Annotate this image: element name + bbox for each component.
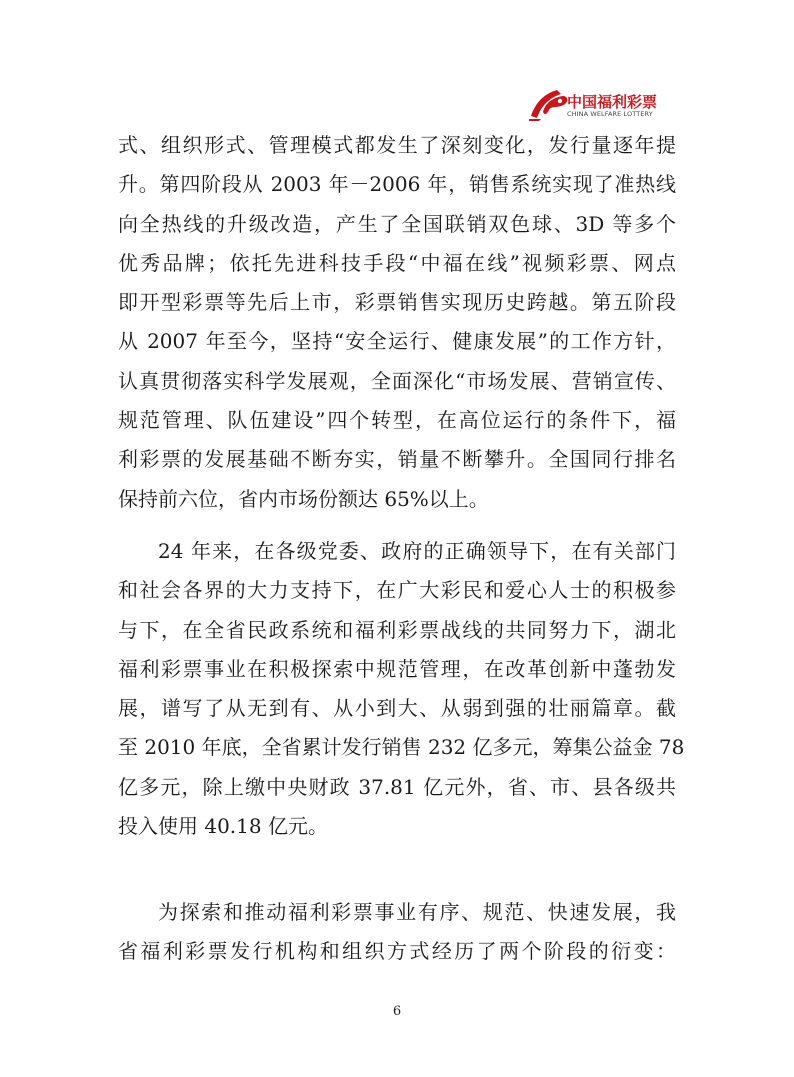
welfare-lottery-logo-icon [527, 86, 571, 122]
text-line: 福利彩票事业在积极探索中规范管理，在改革创新中蓬勃发 [118, 656, 676, 681]
text-line: 保持前六位，省内市场份额达 65%以上。 [118, 486, 489, 511]
text-line: 规范管理、队伍建设”四个转型，在高位运行的条件下，福 [118, 408, 676, 433]
text-line: 优秀品牌；依托先进科技手段“中福在线”视频彩票、网点 [118, 250, 676, 275]
text-line: 从 2007 年至今，坚持“安全运行、健康发展”的工作方针， [118, 329, 676, 354]
header-logo [527, 86, 677, 126]
text-line: 省福利彩票发行机构和组织方式经历了两个阶段的衍变： [118, 939, 676, 964]
text-line: 亿多元，除上缴中央财政 37.81 亿元外，省、市、县各级共 [118, 774, 676, 799]
text-line: 24 年来，在各级党委、政府的正确领导下，在有关部门 [158, 539, 676, 563]
text-line: 式、组织形式、管理模式都发生了深刻变化，发行量逐年提 [118, 133, 676, 157]
logo-english-name: CHINA WELFARE LOTTERY [567, 110, 653, 118]
text-line: 向全热线的升级改造，产生了全国联销双色球、3D 等多个 [118, 211, 676, 236]
text-line: 投入使用 40.18 亿元。 [118, 814, 328, 839]
text-line: 升。第四阶段从 2003 年－2006 年，销售系统实现了准热线 [118, 172, 676, 197]
text-line: 利彩票的发展基础不断夯实，销量不断攀升。全国同行排名 [118, 447, 676, 472]
paragraph-1 [118, 126, 676, 519]
text-line: 认真贯彻落实科学发展观，全面深化“市场发展、营销宣传、 [118, 368, 676, 393]
page-number: 6 [392, 1004, 402, 1019]
text-line: 即开型彩票等先后上市，彩票销售实现历史跨越。第五阶段 [118, 290, 676, 315]
text-line: 与下，在全省民政系统和福利彩票战线的共同努力下，湖北 [118, 617, 676, 642]
paragraph-3 [118, 893, 676, 972]
text-line: 展，谱写了从无到有、从小到大、从弱到强的壮丽篇章。截 [118, 696, 676, 721]
paragraph-2 [118, 532, 685, 846]
text-line: 为探索和推动福利彩票事业有序、规范、快速发展，我 [158, 900, 676, 924]
logo-chinese-name: 中国福利彩票 [567, 93, 658, 111]
text-line: 至 2010 年底，全省累计发行销售 232 亿多元，筹集公益金 78 [118, 735, 685, 760]
text-line: 和社会各界的大力支持下，在广大彩民和爱心人士的积极参 [118, 578, 676, 603]
